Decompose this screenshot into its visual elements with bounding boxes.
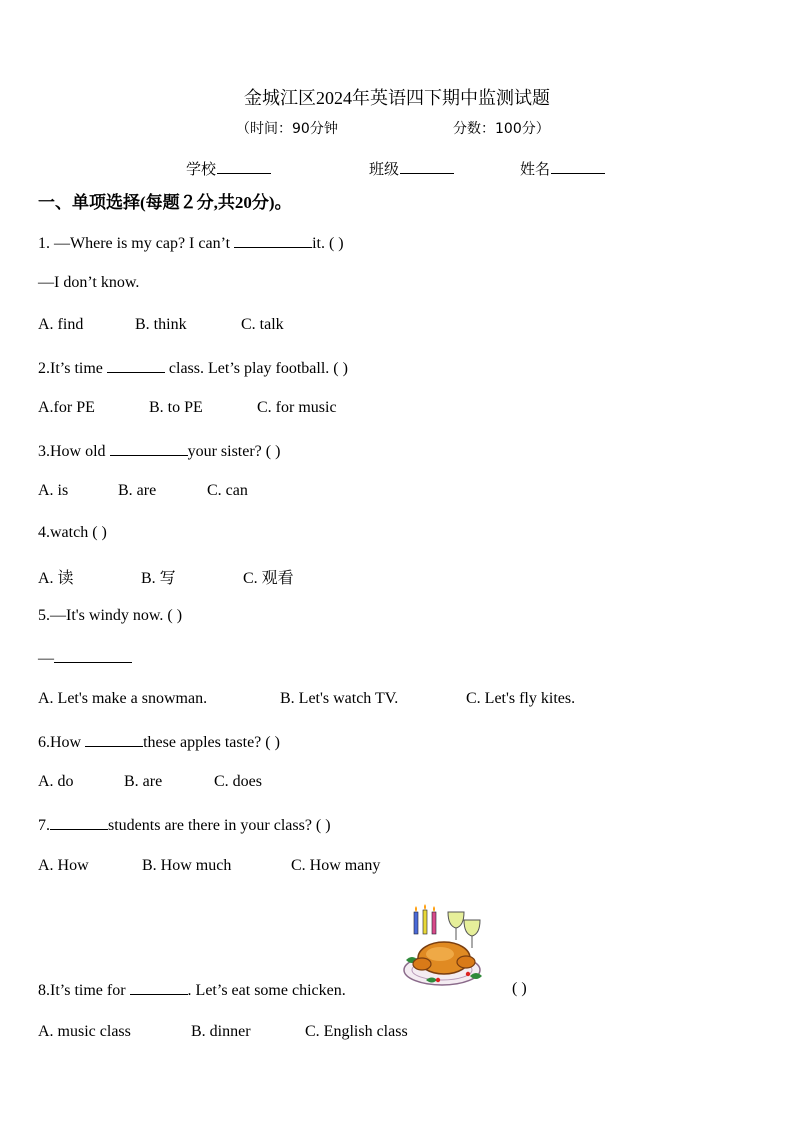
q5-option-a[interactable]: A. Let's make a snowman. — [38, 690, 208, 707]
answer-blank[interactable] — [107, 358, 165, 373]
q6-option-b[interactable]: B. are — [124, 773, 163, 790]
class-blank[interactable] — [400, 159, 454, 174]
q4-option-a[interactable]: A. 读 — [38, 570, 74, 587]
exam-time: （时间：90分钟 — [236, 121, 338, 137]
question-5: 5.—It's windy now. ( ) — [38, 607, 183, 624]
q4-option-b[interactable]: B. 写 — [141, 570, 176, 587]
q7-option-a[interactable]: A. How — [38, 857, 89, 874]
q3-option-c[interactable]: C. can — [207, 482, 248, 499]
class-field[interactable] — [369, 158, 454, 179]
name-field[interactable] — [520, 158, 605, 179]
page-title: 金城江区2024年英语四下期中监测试题 — [244, 88, 550, 108]
q3-option-b[interactable]: B. are — [118, 482, 157, 499]
question-1: 1. —Where is my cap? I can’t it. ( ) — [38, 235, 344, 252]
q8-option-b[interactable]: B. dinner — [191, 1023, 251, 1040]
name-label: 姓名 — [520, 162, 551, 178]
q7-option-b[interactable]: B. How much — [142, 857, 232, 874]
q6-option-a[interactable]: A. do — [38, 773, 74, 790]
school-label: 学校 — [186, 162, 217, 178]
roast-chicken-dinner-icon — [396, 898, 496, 993]
exam-score: 分数：100分） — [453, 121, 550, 137]
q4-option-c[interactable]: C. 观看 — [243, 570, 294, 587]
question-8: 8.It’s time for . Let’s eat some chicken. — [38, 982, 346, 999]
answer-blank[interactable] — [50, 815, 108, 830]
question-6: 6.How these apples taste? ( ) — [38, 734, 280, 751]
q1-option-c[interactable]: C. talk — [241, 316, 284, 333]
school-blank[interactable] — [217, 159, 271, 174]
class-label: 班级 — [369, 162, 400, 178]
q6-option-c[interactable]: C. does — [214, 773, 262, 790]
q8-option-c[interactable]: C. English class — [305, 1023, 408, 1040]
answer-blank[interactable] — [130, 980, 188, 995]
question-2: 2.It’s time class. Let’s play football. ( ) — [38, 360, 348, 377]
question-8-paren: ( ) — [512, 980, 527, 997]
q5-option-c[interactable]: C. Let's fly kites. — [466, 690, 576, 707]
answer-blank[interactable] — [54, 648, 132, 663]
question-3: 3.How old your sister? ( ) — [38, 443, 281, 460]
answer-blank[interactable] — [110, 441, 188, 456]
name-blank[interactable] — [551, 159, 605, 174]
answer-blank[interactable] — [85, 732, 143, 747]
answer-blank[interactable] — [234, 233, 312, 248]
q3-option-a[interactable]: A. is — [38, 482, 69, 499]
q5-option-b[interactable]: B. Let's watch TV. — [280, 690, 399, 707]
school-field[interactable] — [186, 158, 271, 179]
question-4: 4.watch ( ) — [38, 524, 107, 541]
q2-option-a[interactable]: A.for PE — [38, 399, 95, 416]
q8-option-a[interactable]: A. music class — [38, 1023, 131, 1040]
question-1-reply: —I don’t know. — [38, 274, 140, 291]
q1-option-b[interactable]: B. think — [135, 316, 187, 333]
q2-option-c[interactable]: C. for music — [257, 399, 337, 416]
question-5-reply: — — [38, 648, 132, 668]
q2-option-b[interactable]: B. to PE — [149, 399, 203, 416]
q7-option-c[interactable]: C. How many — [291, 857, 381, 874]
section-heading: 一、单项选择(每题２分,共20分)。 — [38, 193, 292, 212]
question-7: 7. students are there in your class? ( ) — [38, 817, 331, 834]
q1-option-a[interactable]: A. find — [38, 316, 84, 333]
